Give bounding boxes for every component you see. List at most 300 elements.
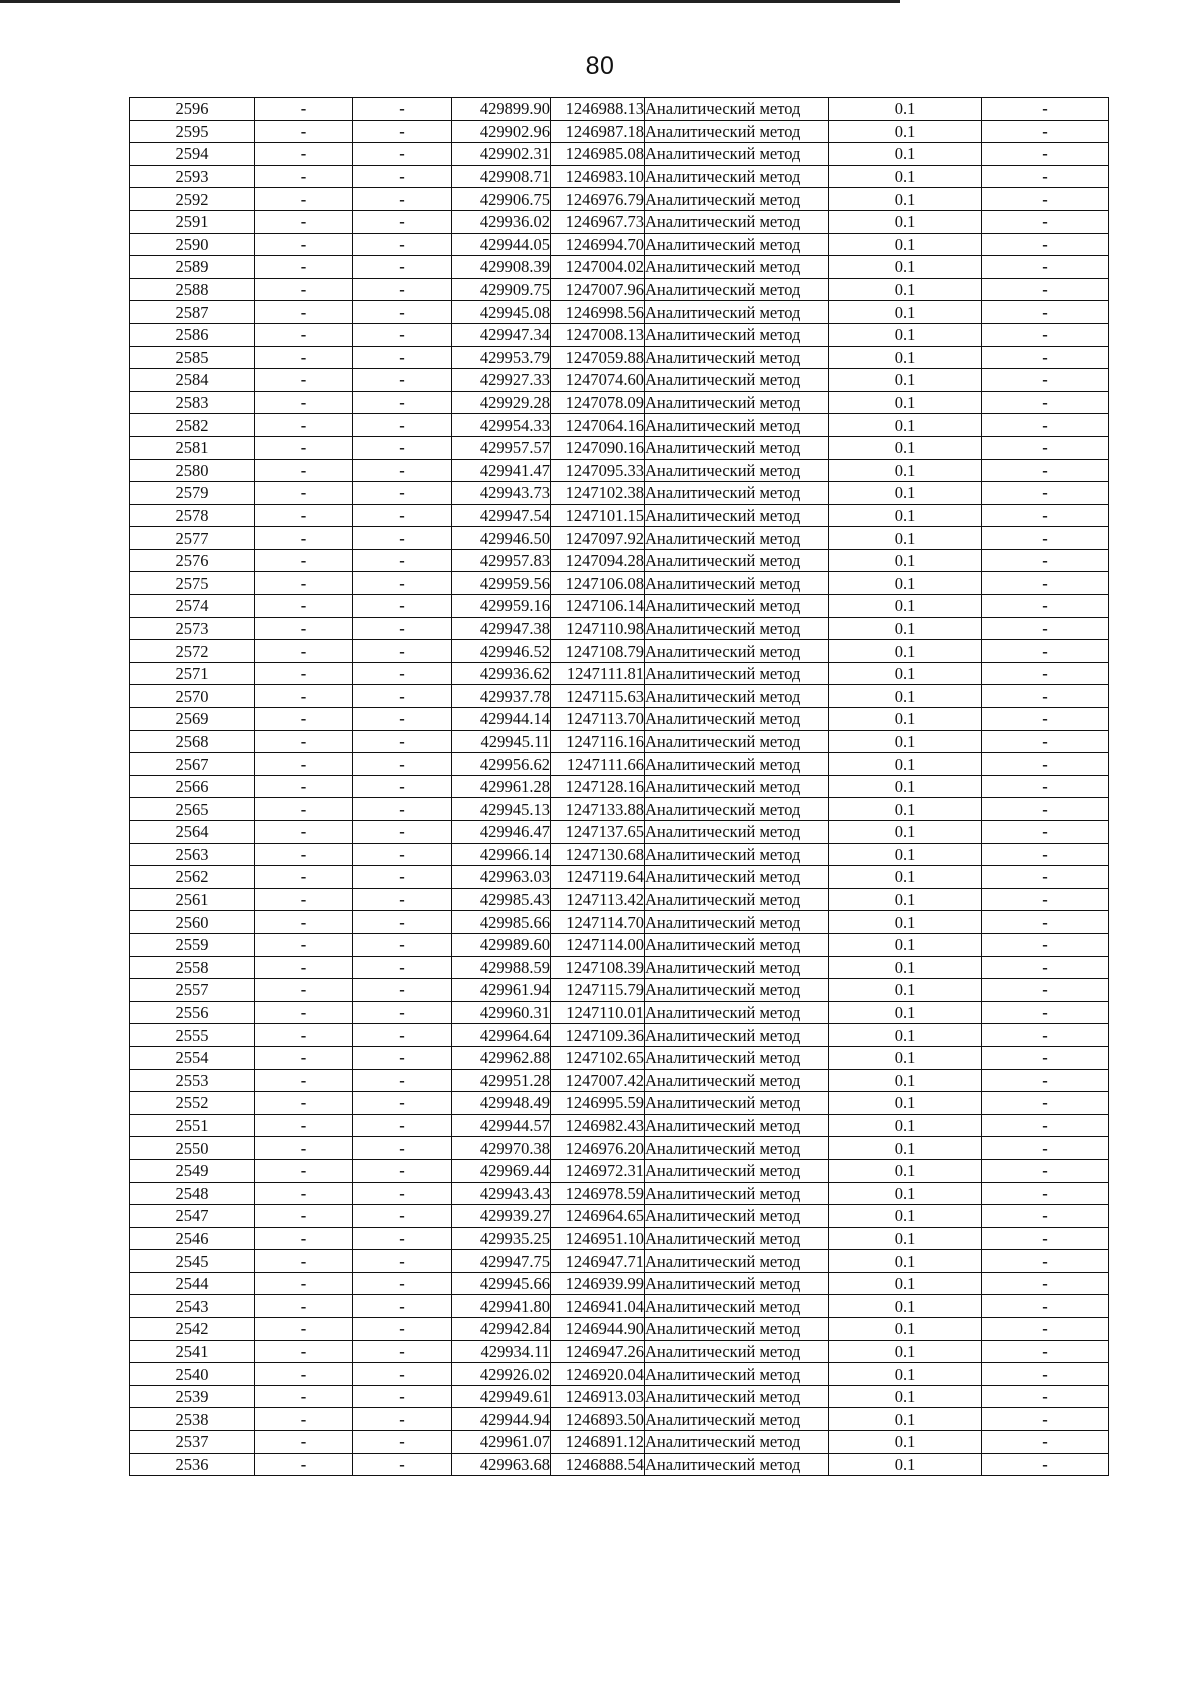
y-coordinate-cell: 1247116.16: [551, 730, 645, 753]
dash-cell: -: [982, 843, 1109, 866]
method-cell: Аналитический метод: [645, 956, 829, 979]
method-cell: Аналитический метод: [645, 549, 829, 572]
table-row: [130, 165, 1109, 188]
dash-cell: -: [353, 165, 452, 188]
x-coordinate-cell: 429945.66: [452, 1272, 551, 1295]
method-cell: Аналитический метод: [645, 662, 829, 685]
point-number-cell: 2567: [130, 753, 255, 776]
point-number-cell: 2538: [130, 1408, 255, 1431]
accuracy-cell: 0.1: [829, 143, 982, 166]
method-cell: Аналитический метод: [645, 414, 829, 437]
y-coordinate-cell: 1247114.70: [551, 911, 645, 934]
table-row: [130, 1114, 1109, 1137]
method-cell: Аналитический метод: [645, 256, 829, 279]
table-row: [130, 979, 1109, 1002]
dash-cell: -: [255, 256, 353, 279]
x-coordinate-cell: 429961.28: [452, 775, 551, 798]
method-cell: Аналитический метод: [645, 843, 829, 866]
x-coordinate-cell: 429963.68: [452, 1453, 551, 1476]
dash-cell: -: [353, 1340, 452, 1363]
dash-cell: -: [982, 414, 1109, 437]
point-number-cell: 2580: [130, 459, 255, 482]
table-row: [130, 1046, 1109, 1069]
dash-cell: -: [982, 1114, 1109, 1137]
table-row: [130, 708, 1109, 731]
accuracy-cell: 0.1: [829, 233, 982, 256]
table-row: [130, 301, 1109, 324]
dash-cell: -: [255, 1205, 353, 1228]
y-coordinate-cell: 1246964.65: [551, 1205, 645, 1228]
accuracy-cell: 0.1: [829, 1453, 982, 1476]
dash-cell: -: [353, 956, 452, 979]
dash-cell: -: [255, 1046, 353, 1069]
dash-cell: -: [353, 888, 452, 911]
method-cell: Аналитический метод: [645, 459, 829, 482]
table-row: [130, 866, 1109, 889]
method-cell: Аналитический метод: [645, 888, 829, 911]
method-cell: Аналитический метод: [645, 821, 829, 844]
dash-cell: -: [982, 708, 1109, 731]
accuracy-cell: 0.1: [829, 798, 982, 821]
dash-cell: -: [982, 595, 1109, 618]
accuracy-cell: 0.1: [829, 956, 982, 979]
accuracy-cell: 0.1: [829, 165, 982, 188]
table-row: [130, 256, 1109, 279]
x-coordinate-cell: 429909.75: [452, 278, 551, 301]
point-number-cell: 2585: [130, 346, 255, 369]
dash-cell: -: [982, 1205, 1109, 1228]
dash-cell: -: [255, 866, 353, 889]
point-number-cell: 2537: [130, 1431, 255, 1454]
y-coordinate-cell: 1246995.59: [551, 1092, 645, 1115]
dash-cell: -: [353, 1024, 452, 1047]
accuracy-cell: 0.1: [829, 1137, 982, 1160]
point-number-cell: 2584: [130, 369, 255, 392]
accuracy-cell: 0.1: [829, 821, 982, 844]
x-coordinate-cell: 429947.75: [452, 1250, 551, 1273]
method-cell: Аналитический метод: [645, 1205, 829, 1228]
dash-cell: -: [353, 843, 452, 866]
method-cell: Аналитический метод: [645, 1272, 829, 1295]
dash-cell: -: [982, 933, 1109, 956]
table-row: [130, 1408, 1109, 1431]
dash-cell: -: [982, 775, 1109, 798]
dash-cell: -: [255, 369, 353, 392]
method-cell: Аналитический метод: [645, 210, 829, 233]
method-cell: Аналитический метод: [645, 911, 829, 934]
dash-cell: -: [353, 414, 452, 437]
x-coordinate-cell: 429959.16: [452, 595, 551, 618]
y-coordinate-cell: 1247102.38: [551, 482, 645, 505]
dash-cell: -: [353, 210, 452, 233]
dash-cell: -: [353, 753, 452, 776]
x-coordinate-cell: 429969.44: [452, 1159, 551, 1182]
point-number-cell: 2553: [130, 1069, 255, 1092]
dash-cell: -: [255, 1408, 353, 1431]
x-coordinate-cell: 429902.96: [452, 120, 551, 143]
dash-cell: -: [353, 911, 452, 934]
point-number-cell: 2557: [130, 979, 255, 1002]
accuracy-cell: 0.1: [829, 1159, 982, 1182]
point-number-cell: 2551: [130, 1114, 255, 1137]
method-cell: Аналитический метод: [645, 775, 829, 798]
point-number-cell: 2545: [130, 1250, 255, 1273]
method-cell: Аналитический метод: [645, 1363, 829, 1386]
x-coordinate-cell: 429961.94: [452, 979, 551, 1002]
accuracy-cell: 0.1: [829, 1227, 982, 1250]
coordinates-table: [129, 97, 1109, 1476]
method-cell: Аналитический метод: [645, 323, 829, 346]
y-coordinate-cell: 1247115.63: [551, 685, 645, 708]
accuracy-cell: 0.1: [829, 1431, 982, 1454]
dash-cell: -: [255, 391, 353, 414]
x-coordinate-cell: 429945.11: [452, 730, 551, 753]
dash-cell: -: [255, 165, 353, 188]
table-row: [130, 323, 1109, 346]
x-coordinate-cell: 429899.90: [452, 98, 551, 121]
table-row: [130, 730, 1109, 753]
dash-cell: -: [255, 775, 353, 798]
accuracy-cell: 0.1: [829, 301, 982, 324]
point-number-cell: 2588: [130, 278, 255, 301]
y-coordinate-cell: 1247008.13: [551, 323, 645, 346]
dash-cell: -: [255, 933, 353, 956]
dash-cell: -: [255, 1092, 353, 1115]
dash-cell: -: [982, 1431, 1109, 1454]
dash-cell: -: [353, 1318, 452, 1341]
dash-cell: -: [982, 1024, 1109, 1047]
dash-cell: -: [353, 595, 452, 618]
method-cell: Аналитический метод: [645, 98, 829, 121]
dash-cell: -: [255, 1272, 353, 1295]
table-row: [130, 369, 1109, 392]
dash-cell: -: [353, 1114, 452, 1137]
y-coordinate-cell: 1247130.68: [551, 843, 645, 866]
method-cell: Аналитический метод: [645, 617, 829, 640]
accuracy-cell: 0.1: [829, 1408, 982, 1431]
method-cell: Аналитический метод: [645, 595, 829, 618]
dash-cell: -: [255, 98, 353, 121]
dash-cell: -: [353, 346, 452, 369]
point-number-cell: 2541: [130, 1340, 255, 1363]
x-coordinate-cell: 429937.78: [452, 685, 551, 708]
x-coordinate-cell: 429985.43: [452, 888, 551, 911]
point-number-cell: 2561: [130, 888, 255, 911]
dash-cell: -: [353, 1431, 452, 1454]
method-cell: Аналитический метод: [645, 685, 829, 708]
dash-cell: -: [255, 753, 353, 776]
dash-cell: -: [982, 278, 1109, 301]
method-cell: Аналитический метод: [645, 708, 829, 731]
table-row: [130, 572, 1109, 595]
point-number-cell: 2536: [130, 1453, 255, 1476]
method-cell: Аналитический метод: [645, 1250, 829, 1273]
point-number-cell: 2544: [130, 1272, 255, 1295]
dash-cell: -: [982, 1453, 1109, 1476]
table-row: [130, 911, 1109, 934]
y-coordinate-cell: 1247059.88: [551, 346, 645, 369]
dash-cell: -: [353, 617, 452, 640]
y-coordinate-cell: 1246982.43: [551, 1114, 645, 1137]
y-coordinate-cell: 1246988.13: [551, 98, 645, 121]
dash-cell: -: [353, 821, 452, 844]
x-coordinate-cell: 429988.59: [452, 956, 551, 979]
accuracy-cell: 0.1: [829, 572, 982, 595]
table-row: [130, 188, 1109, 211]
dash-cell: -: [982, 210, 1109, 233]
dash-cell: -: [353, 1453, 452, 1476]
accuracy-cell: 0.1: [829, 549, 982, 572]
point-number-cell: 2547: [130, 1205, 255, 1228]
point-number-cell: 2566: [130, 775, 255, 798]
point-number-cell: 2592: [130, 188, 255, 211]
method-cell: Аналитический метод: [645, 1295, 829, 1318]
dash-cell: -: [353, 278, 452, 301]
accuracy-cell: 0.1: [829, 436, 982, 459]
x-coordinate-cell: 429951.28: [452, 1069, 551, 1092]
dash-cell: -: [353, 436, 452, 459]
method-cell: Аналитический метод: [645, 391, 829, 414]
method-cell: Аналитический метод: [645, 572, 829, 595]
dash-cell: -: [982, 301, 1109, 324]
table-row: [130, 1227, 1109, 1250]
point-number-cell: 2539: [130, 1385, 255, 1408]
accuracy-cell: 0.1: [829, 1318, 982, 1341]
dash-cell: -: [353, 98, 452, 121]
x-coordinate-cell: 429946.52: [452, 640, 551, 663]
dash-cell: -: [255, 1363, 353, 1386]
table-row: [130, 1453, 1109, 1476]
accuracy-cell: 0.1: [829, 1182, 982, 1205]
x-coordinate-cell: 429947.34: [452, 323, 551, 346]
table-row: [130, 1431, 1109, 1454]
x-coordinate-cell: 429926.02: [452, 1363, 551, 1386]
table-row: [130, 1159, 1109, 1182]
dash-cell: -: [353, 1363, 452, 1386]
accuracy-cell: 0.1: [829, 888, 982, 911]
y-coordinate-cell: 1247007.42: [551, 1069, 645, 1092]
point-number-cell: 2569: [130, 708, 255, 731]
point-number-cell: 2590: [130, 233, 255, 256]
dash-cell: -: [353, 482, 452, 505]
dash-cell: -: [255, 120, 353, 143]
accuracy-cell: 0.1: [829, 595, 982, 618]
dash-cell: -: [353, 1069, 452, 1092]
accuracy-cell: 0.1: [829, 640, 982, 663]
dash-cell: -: [255, 821, 353, 844]
point-number-cell: 2556: [130, 1001, 255, 1024]
table-row: [130, 346, 1109, 369]
dash-cell: -: [255, 459, 353, 482]
table-row: [130, 617, 1109, 640]
y-coordinate-cell: 1247119.64: [551, 866, 645, 889]
y-coordinate-cell: 1247074.60: [551, 369, 645, 392]
dash-cell: -: [353, 572, 452, 595]
accuracy-cell: 0.1: [829, 617, 982, 640]
accuracy-cell: 0.1: [829, 1024, 982, 1047]
dash-cell: -: [353, 1205, 452, 1228]
dash-cell: -: [982, 504, 1109, 527]
x-coordinate-cell: 429943.73: [452, 482, 551, 505]
point-number-cell: 2555: [130, 1024, 255, 1047]
method-cell: Аналитический метод: [645, 369, 829, 392]
table-row: [130, 685, 1109, 708]
y-coordinate-cell: 1246972.31: [551, 1159, 645, 1182]
dash-cell: -: [255, 1227, 353, 1250]
y-coordinate-cell: 1247090.16: [551, 436, 645, 459]
dash-cell: -: [982, 482, 1109, 505]
dash-cell: -: [255, 346, 353, 369]
method-cell: Аналитический метод: [645, 143, 829, 166]
point-number-cell: 2579: [130, 482, 255, 505]
table-row: [130, 843, 1109, 866]
y-coordinate-cell: 1246939.99: [551, 1272, 645, 1295]
dash-cell: -: [982, 188, 1109, 211]
dash-cell: -: [982, 323, 1109, 346]
dash-cell: -: [255, 188, 353, 211]
accuracy-cell: 0.1: [829, 1205, 982, 1228]
dash-cell: -: [353, 640, 452, 663]
point-number-cell: 2578: [130, 504, 255, 527]
accuracy-cell: 0.1: [829, 256, 982, 279]
dash-cell: -: [255, 640, 353, 663]
y-coordinate-cell: 1247137.65: [551, 821, 645, 844]
point-number-cell: 2577: [130, 527, 255, 550]
y-coordinate-cell: 1247101.15: [551, 504, 645, 527]
x-coordinate-cell: 429948.49: [452, 1092, 551, 1115]
y-coordinate-cell: 1247064.16: [551, 414, 645, 437]
dash-cell: -: [255, 730, 353, 753]
accuracy-cell: 0.1: [829, 979, 982, 1002]
dash-cell: -: [255, 911, 353, 934]
dash-cell: -: [255, 1114, 353, 1137]
table-row: [130, 391, 1109, 414]
y-coordinate-cell: 1247128.16: [551, 775, 645, 798]
accuracy-cell: 0.1: [829, 1250, 982, 1273]
table-row: [130, 933, 1109, 956]
y-coordinate-cell: 1247106.08: [551, 572, 645, 595]
page-number: 80: [585, 52, 615, 80]
y-coordinate-cell: 1246888.54: [551, 1453, 645, 1476]
dash-cell: -: [982, 165, 1109, 188]
point-number-cell: 2571: [130, 662, 255, 685]
dash-cell: -: [982, 1408, 1109, 1431]
dash-cell: -: [255, 1340, 353, 1363]
y-coordinate-cell: 1246947.26: [551, 1340, 645, 1363]
table-row: [130, 1385, 1109, 1408]
y-coordinate-cell: 1247106.14: [551, 595, 645, 618]
dash-cell: -: [255, 436, 353, 459]
dash-cell: -: [982, 798, 1109, 821]
method-cell: Аналитический метод: [645, 1318, 829, 1341]
method-cell: Аналитический метод: [645, 730, 829, 753]
point-number-cell: 2595: [130, 120, 255, 143]
x-coordinate-cell: 429936.02: [452, 210, 551, 233]
dash-cell: -: [255, 888, 353, 911]
accuracy-cell: 0.1: [829, 708, 982, 731]
point-number-cell: 2583: [130, 391, 255, 414]
dash-cell: -: [353, 866, 452, 889]
y-coordinate-cell: 1247115.79: [551, 979, 645, 1002]
dash-cell: -: [255, 798, 353, 821]
x-coordinate-cell: 429934.11: [452, 1340, 551, 1363]
y-coordinate-cell: 1246983.10: [551, 165, 645, 188]
dash-cell: -: [982, 1385, 1109, 1408]
table-row: [130, 233, 1109, 256]
dash-cell: -: [353, 1250, 452, 1273]
y-coordinate-cell: 1247110.98: [551, 617, 645, 640]
y-coordinate-cell: 1246987.18: [551, 120, 645, 143]
dash-cell: -: [353, 1092, 452, 1115]
dash-cell: -: [255, 1137, 353, 1160]
table-row: [130, 1340, 1109, 1363]
table-row: [130, 504, 1109, 527]
table-row: [130, 1001, 1109, 1024]
accuracy-cell: 0.1: [829, 1114, 982, 1137]
dash-cell: -: [982, 1272, 1109, 1295]
point-number-cell: 2563: [130, 843, 255, 866]
accuracy-cell: 0.1: [829, 662, 982, 685]
dash-cell: -: [255, 956, 353, 979]
dash-cell: -: [982, 979, 1109, 1002]
method-cell: Аналитический метод: [645, 1024, 829, 1047]
dash-cell: -: [982, 98, 1109, 121]
y-coordinate-cell: 1247114.00: [551, 933, 645, 956]
x-coordinate-cell: 429946.47: [452, 821, 551, 844]
point-number-cell: 2562: [130, 866, 255, 889]
dash-cell: -: [982, 1182, 1109, 1205]
dash-cell: -: [353, 188, 452, 211]
point-number-cell: 2559: [130, 933, 255, 956]
accuracy-cell: 0.1: [829, 1340, 982, 1363]
table-row: [130, 956, 1109, 979]
point-number-cell: 2564: [130, 821, 255, 844]
accuracy-cell: 0.1: [829, 391, 982, 414]
table-row: [130, 1295, 1109, 1318]
table-row: [130, 1137, 1109, 1160]
point-number-cell: 2552: [130, 1092, 255, 1115]
method-cell: Аналитический метод: [645, 482, 829, 505]
dash-cell: -: [982, 436, 1109, 459]
method-cell: Аналитический метод: [645, 798, 829, 821]
dash-cell: -: [353, 301, 452, 324]
accuracy-cell: 0.1: [829, 323, 982, 346]
dash-cell: -: [982, 459, 1109, 482]
point-number-cell: 2548: [130, 1182, 255, 1205]
x-coordinate-cell: 429959.56: [452, 572, 551, 595]
accuracy-cell: 0.1: [829, 346, 982, 369]
y-coordinate-cell: 1246985.08: [551, 143, 645, 166]
point-number-cell: 2589: [130, 256, 255, 279]
accuracy-cell: 0.1: [829, 504, 982, 527]
x-coordinate-cell: 429953.79: [452, 346, 551, 369]
x-coordinate-cell: 429944.57: [452, 1114, 551, 1137]
accuracy-cell: 0.1: [829, 459, 982, 482]
y-coordinate-cell: 1246944.90: [551, 1318, 645, 1341]
dash-cell: -: [982, 1295, 1109, 1318]
accuracy-cell: 0.1: [829, 1385, 982, 1408]
dash-cell: -: [353, 504, 452, 527]
dash-cell: -: [353, 933, 452, 956]
method-cell: Аналитический метод: [645, 1182, 829, 1205]
dash-cell: -: [255, 414, 353, 437]
method-cell: Аналитический метод: [645, 1069, 829, 1092]
dash-cell: -: [353, 391, 452, 414]
y-coordinate-cell: 1246891.12: [551, 1431, 645, 1454]
y-coordinate-cell: 1246976.20: [551, 1137, 645, 1160]
point-number-cell: 2540: [130, 1363, 255, 1386]
dash-cell: -: [255, 617, 353, 640]
